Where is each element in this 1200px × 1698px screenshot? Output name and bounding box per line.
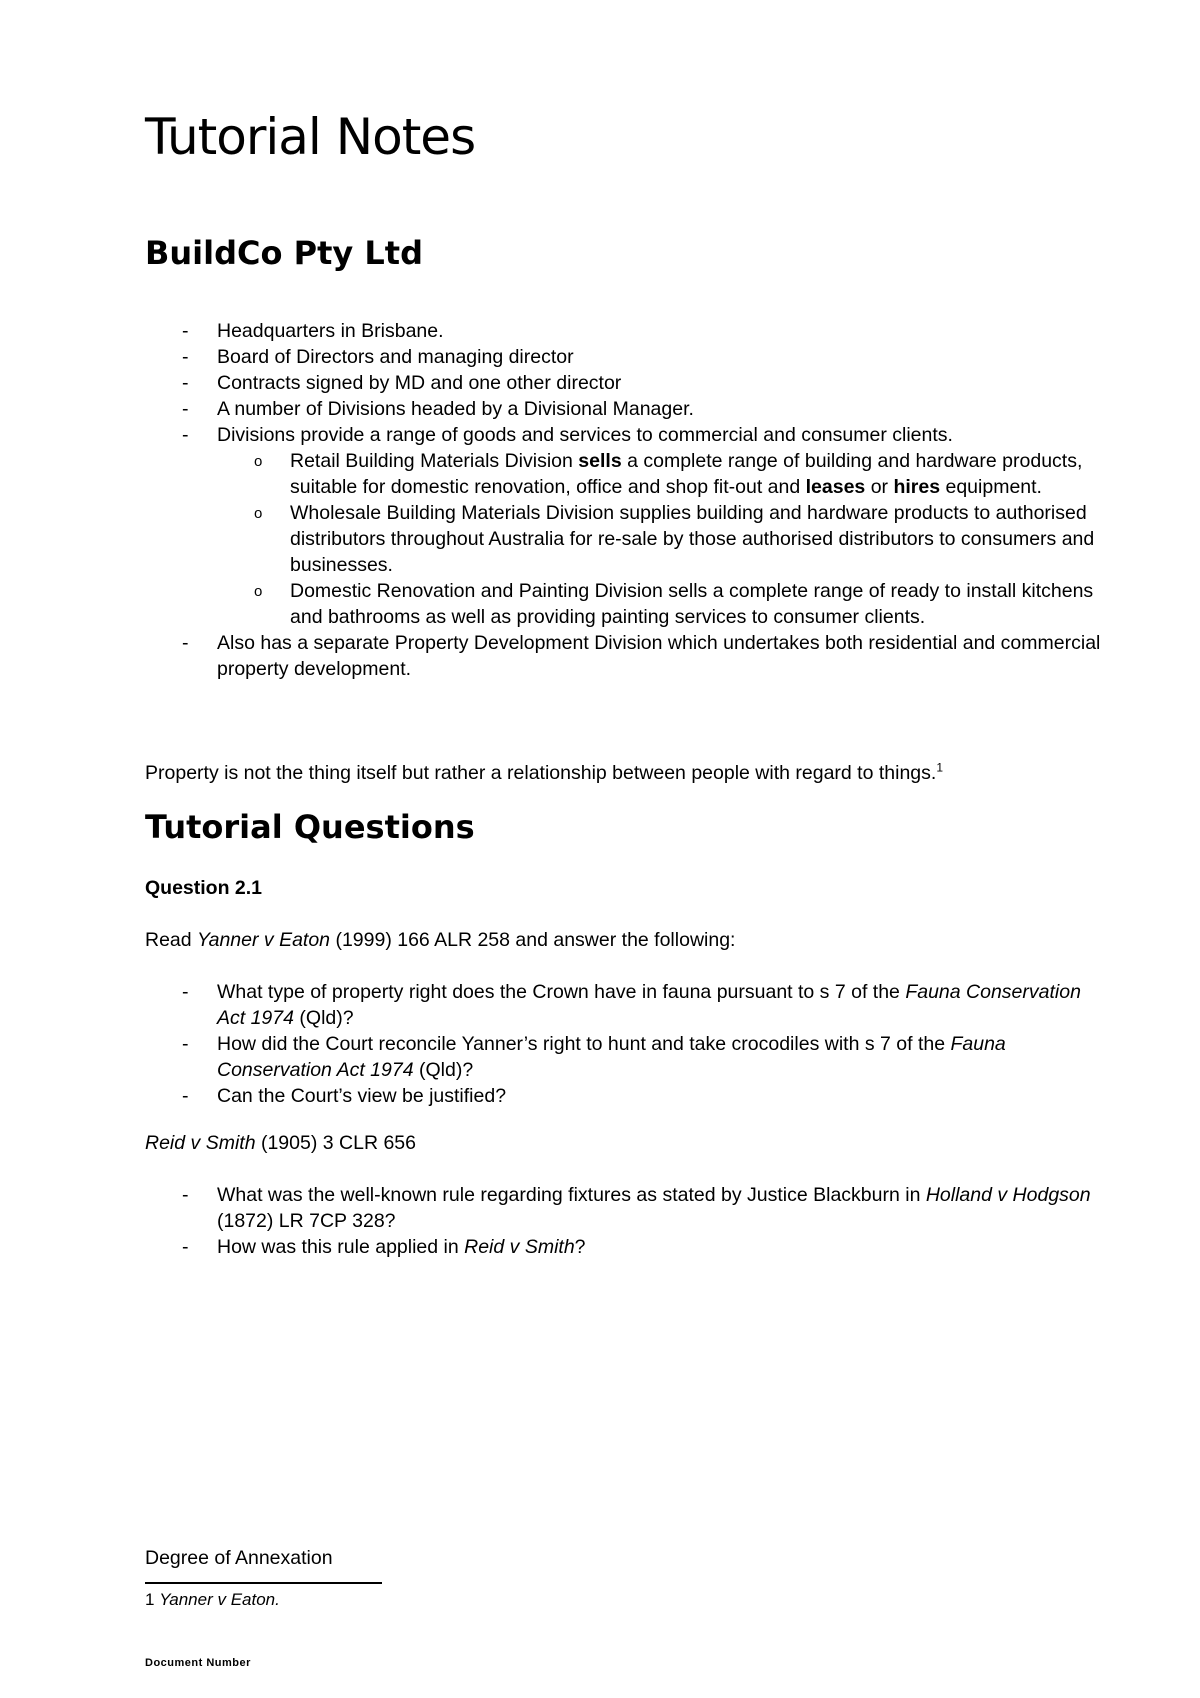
division-sublist (145, 448, 1105, 630)
footnote: 1 Yanner v Eaton. (145, 1590, 280, 1609)
list-item: - A number of Divisions headed by a Divisional Manager. (145, 396, 1105, 422)
read-intro: Read Yanner v Eaton (1999) 166 ALR 258 and answer the following: (145, 929, 736, 951)
list-item: - Headquarters in Brisbane. (145, 318, 1105, 344)
property-note: Property is not the thing itself but rather a relationship between people with regard to things.$^1$ (145, 760, 943, 784)
footnote-separator (145, 1582, 382, 1584)
circle-bullet-icon: o (254, 583, 263, 600)
list-item: - What was the well-known rule regarding fixtures as stated by Justice Blackburn in Holland v Hodgson (1872) LR 7CP 328? (145, 1182, 1105, 1234)
footnote-ref[interactable]: 1 (936, 760, 943, 775)
sublist-item-retail: o Retail Building Materials Division sells a complete range of building and hardware products, suitable for domestic renovation, office and shop fit-out and leases or hires equipment. (254, 450, 1083, 498)
page-title: Tutorial Notes (145, 108, 476, 166)
list-item: - What type of property right does the Crown have in fauna pursuant to s 7 of the Fauna Conservation Act 1974 (Qld)? (145, 979, 1105, 1031)
list-item: - How was this rule applied in Reid v Smith? (145, 1234, 1105, 1260)
list-item: - How did the Court reconcile Yanner’s right to hunt and take crocodiles with s 7 of the Fauna Conservation Act 1974 (Qld)? (145, 1031, 1105, 1083)
list-item: - Board of Directors and managing director (145, 344, 1105, 370)
question-label: Question 2.1 (145, 877, 263, 899)
list-item: - Contracts signed by MD and one other director (145, 370, 1105, 396)
list-item: - Can the Court’s view be justified? (145, 1083, 1105, 1109)
circle-bullet-icon: o (254, 505, 263, 522)
document-number: Document Number (145, 1657, 251, 1669)
list-item (145, 422, 1105, 630)
divisions-text: Divisions provide a range of goods and services to commercial and consumer clients. (217, 424, 953, 446)
sublist-item-wholesale: o Wholesale Building Materials Division supplies building and hardware products to authorised distributors throughout Australia for re-sale by those authorised distributors to consumers and businesses. (254, 502, 1095, 576)
yanner-questions (145, 979, 1105, 1109)
circle-bullet-icon: o (254, 453, 263, 470)
list-item: - Also has a separate Property Development Division which undertakes both residential and commercial property development. (145, 630, 1105, 682)
section-heading-buildco: BuildCo Pty Ltd (145, 234, 423, 272)
sublist-item-domestic: o Domestic Renovation and Painting Division sells a complete range of ready to install kitchens and bathrooms as well as providing painting services to consumer clients. (254, 580, 1094, 628)
reid-citation: Reid v Smith (1905) 3 CLR 656 (145, 1132, 416, 1154)
reid-questions (145, 1182, 1105, 1260)
degree-of-annexation: Degree of Annexation (145, 1547, 333, 1569)
section-heading-questions: Tutorial Questions (145, 808, 475, 846)
buildco-list (145, 318, 1105, 682)
